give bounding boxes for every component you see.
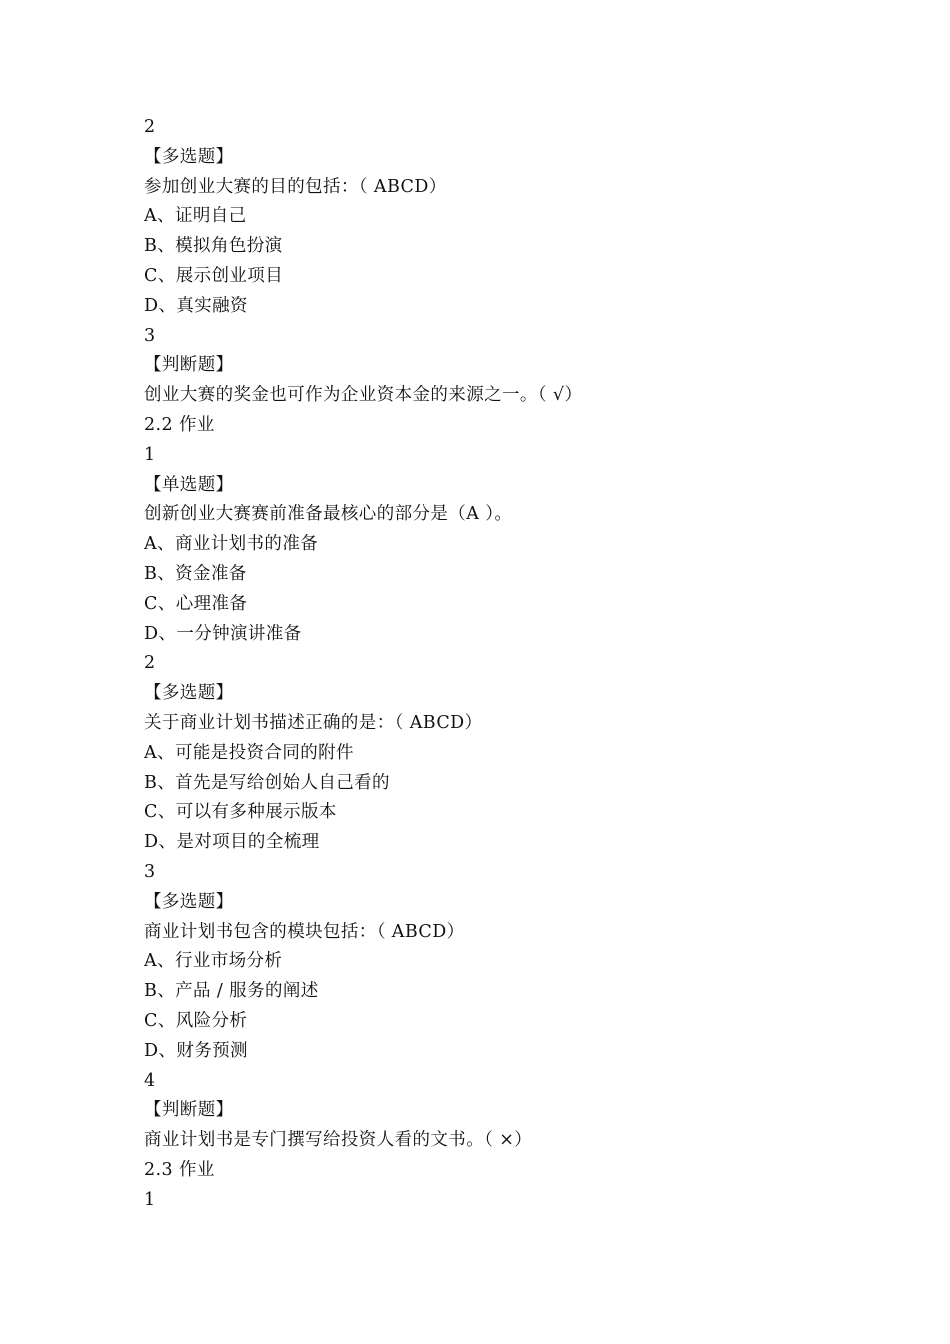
question-number: 1 xyxy=(144,444,156,465)
question-number: 3 xyxy=(144,325,156,346)
question-text: 关于商业计划书描述正确的是：（ ABCD） xyxy=(144,712,483,733)
document-body xyxy=(144,113,844,1215)
answer-option: B、首先是写给创始人自己看的 xyxy=(144,772,390,793)
question-type-label: 【单选题】 xyxy=(144,474,234,495)
question-type-label: 【判断题】 xyxy=(144,1100,234,1121)
question-number: 2 xyxy=(144,653,156,674)
answer-option: B、模拟角色扮演 xyxy=(144,236,283,257)
answer-option: D、财务预测 xyxy=(144,1040,248,1061)
question-type-label: 【多选题】 xyxy=(144,146,234,167)
answer-option: D、一分钟演讲准备 xyxy=(144,623,302,644)
question-type-label: 【多选题】 xyxy=(144,891,234,912)
section-heading: 2.2 作业 xyxy=(144,414,215,435)
answer-option: B、产品 / 服务的阐述 xyxy=(144,981,319,1002)
answer-option: B、资金准备 xyxy=(144,563,247,584)
answer-option: C、心理准备 xyxy=(144,593,248,614)
question-number: 3 xyxy=(144,861,156,882)
answer-option: A、可能是投资合同的附件 xyxy=(144,742,354,763)
question-type-label: 【判断题】 xyxy=(144,355,234,376)
answer-option: C、可以有多种展示版本 xyxy=(144,802,337,823)
answer-option: A、商业计划书的准备 xyxy=(144,534,319,555)
answer-option: D、是对项目的全梳理 xyxy=(144,832,320,853)
question-text: 创新创业大赛赛前准备最核心的部分是（A ）。 xyxy=(144,504,513,525)
answer-option: C、风险分析 xyxy=(144,1010,248,1031)
question-text: 创业大赛的奖金也可作为企业资本金的来源之一。（ √） xyxy=(144,385,583,406)
answer-option: A、证明自己 xyxy=(144,206,247,227)
question-text: 商业计划书包含的模块包括：（ ABCD） xyxy=(144,921,465,942)
section-heading: 2.3 作业 xyxy=(144,1159,215,1180)
question-type-label: 【多选题】 xyxy=(144,683,234,704)
question-text: 参加创业大赛的目的包括：（ ABCD） xyxy=(144,176,447,197)
question-number: 4 xyxy=(144,1070,156,1091)
question-number: 1 xyxy=(144,1189,156,1210)
question-text: 商业计划书是专门撰写给投资人看的文书。（ ×） xyxy=(144,1130,533,1151)
answer-option: C、展示创业项目 xyxy=(144,265,284,286)
answer-option: A、行业市场分析 xyxy=(144,951,283,972)
answer-option: D、真实融资 xyxy=(144,295,248,316)
question-number: 2 xyxy=(144,117,156,137)
